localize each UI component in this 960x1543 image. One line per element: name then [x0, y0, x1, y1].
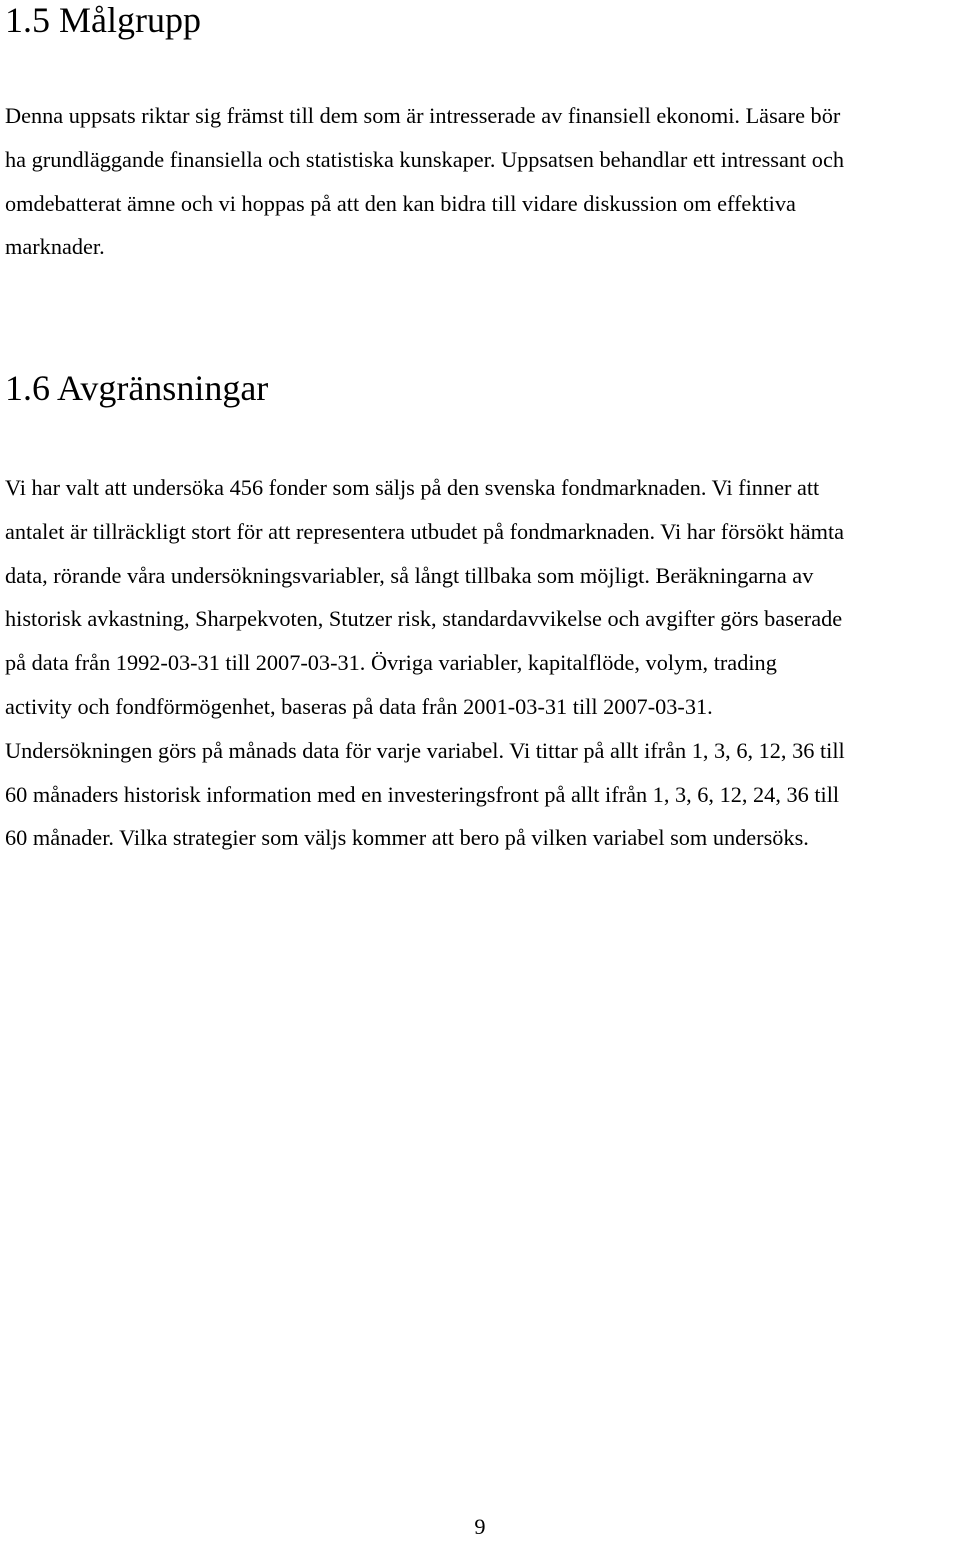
paragraph-line: på data från 1992-03-31 till 2007-03-31. Övriga variabler, kapitalflöde, volym, trading: [5, 650, 777, 676]
paragraph-line: 60 månader. Vilka strategier som väljs kommer att bero på vilken variabel som undersöks.: [5, 825, 809, 851]
paragraph-line: ha grundläggande finansiella och statistiska kunskaper. Uppsatsen behandlar ett intressant och: [5, 146, 844, 172]
section-heading-target-group: 1.5 Målgrupp: [5, 0, 201, 40]
paragraph-line: 60 månaders historisk information med en investeringsfront på allt ifrån 1, 3, 6, 12, 24, 36 till: [5, 781, 840, 807]
paragraph-line: data, rörande våra undersökningsvariabler, så långt tillbaka som möjligt. Beräkningarna av: [5, 562, 814, 588]
paragraph-line: Vi har valt att undersöka 456 fonder som säljs på den svenska fondmarknaden. Vi finner att: [5, 475, 820, 500]
paragraph-line: activity och fondförmögenhet, baseras på data från 2001-03-31 till 2007-03-31.: [5, 693, 713, 719]
paragraph-line: historisk avkastning, Sharpekvoten, Stutzer risk, standardavvikelse och avgifter görs baserade: [5, 606, 843, 632]
paragraph-limitations: [5, 466, 960, 860]
paragraph-line: marknader.: [5, 234, 105, 260]
paragraph-target-group: [5, 94, 960, 269]
paragraph-line: omdebatterat ämne och vi hoppas på att den kan bidra till vidare diskussion om effektiva: [5, 190, 796, 216]
paragraph-line: Denna uppsats riktar sig främst till dem som är intresserade av finansiell ekonomi. Läsare bör: [5, 103, 841, 128]
paragraph-line: antalet är tillräckligt stort för att representera utbudet på fondmarknaden. Vi har försökt hämta: [5, 518, 845, 544]
section-heading-limitations: 1.6 Avgränsningar: [5, 368, 269, 408]
paragraph-line: Undersökningen görs på månads data för varje variabel. Vi tittar på allt ifrån 1, 3, 6, 12, 36 till: [5, 737, 845, 763]
page-number: 9: [474, 1514, 486, 1539]
